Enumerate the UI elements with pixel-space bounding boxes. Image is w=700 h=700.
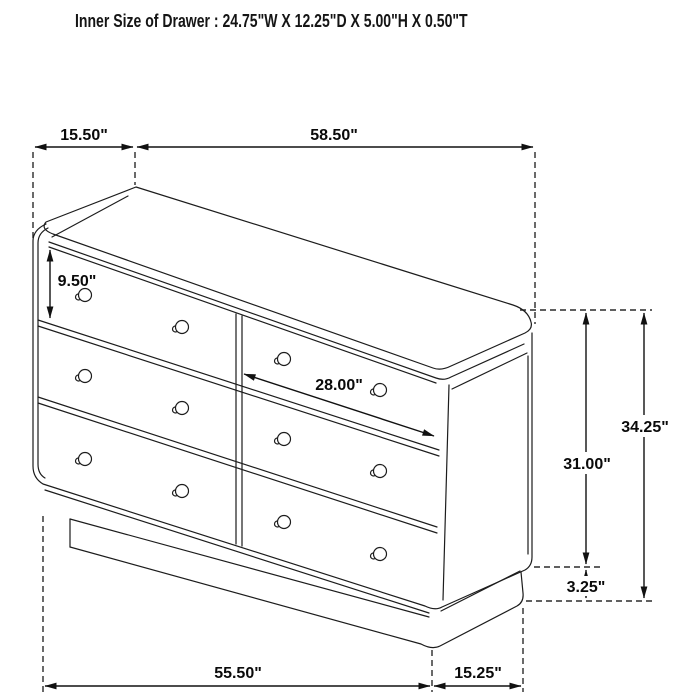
- dim-base-width-label: 55.50": [214, 665, 262, 682]
- dim-base-depth-label: 15.25": [454, 665, 502, 682]
- knob: [76, 289, 92, 302]
- dim-drawer-front-width-label: 28.00": [315, 377, 363, 394]
- knob: [76, 453, 92, 466]
- side-panel-front-edge: [443, 385, 449, 600]
- knob: [371, 548, 387, 561]
- top-surface-left-edge-line: [52, 196, 128, 237]
- body-left-edge-inner: [38, 228, 48, 478]
- top-surface-outline: [44, 187, 531, 369]
- knob: [76, 370, 92, 383]
- knob: [371, 384, 387, 397]
- dim-total-height-label: 34.25": [621, 419, 669, 436]
- dim-top-width-label: 58.50": [310, 127, 358, 144]
- base-side-top-edge: [441, 571, 520, 611]
- page-title: Inner Size of Drawer : 24.75"W X 12.25"D X 5.00"H X 0.50"T: [75, 11, 468, 31]
- dimension-lines: [35, 147, 644, 686]
- knob: [173, 485, 189, 498]
- base-bottom-outline: [70, 547, 523, 648]
- drawer-center-divider: [236, 314, 242, 546]
- dresser-drawing: [33, 187, 532, 648]
- dim-body-height-label: 31.00": [563, 456, 611, 473]
- base-top-edge: [70, 519, 429, 617]
- dim-top-depth-label: 15.50": [60, 127, 108, 144]
- knob: [173, 321, 189, 334]
- body-bottom-inner-edge: [45, 490, 429, 613]
- knob: [275, 516, 291, 529]
- knob: [275, 433, 291, 446]
- dim-base-height-label: 3.25": [566, 579, 606, 596]
- extension-lines: [33, 152, 652, 692]
- body-outline: [33, 224, 532, 609]
- dim-top-drawer-height-label: 9.50": [57, 273, 97, 290]
- knob: [275, 353, 291, 366]
- knob: [371, 465, 387, 478]
- knob: [173, 402, 189, 415]
